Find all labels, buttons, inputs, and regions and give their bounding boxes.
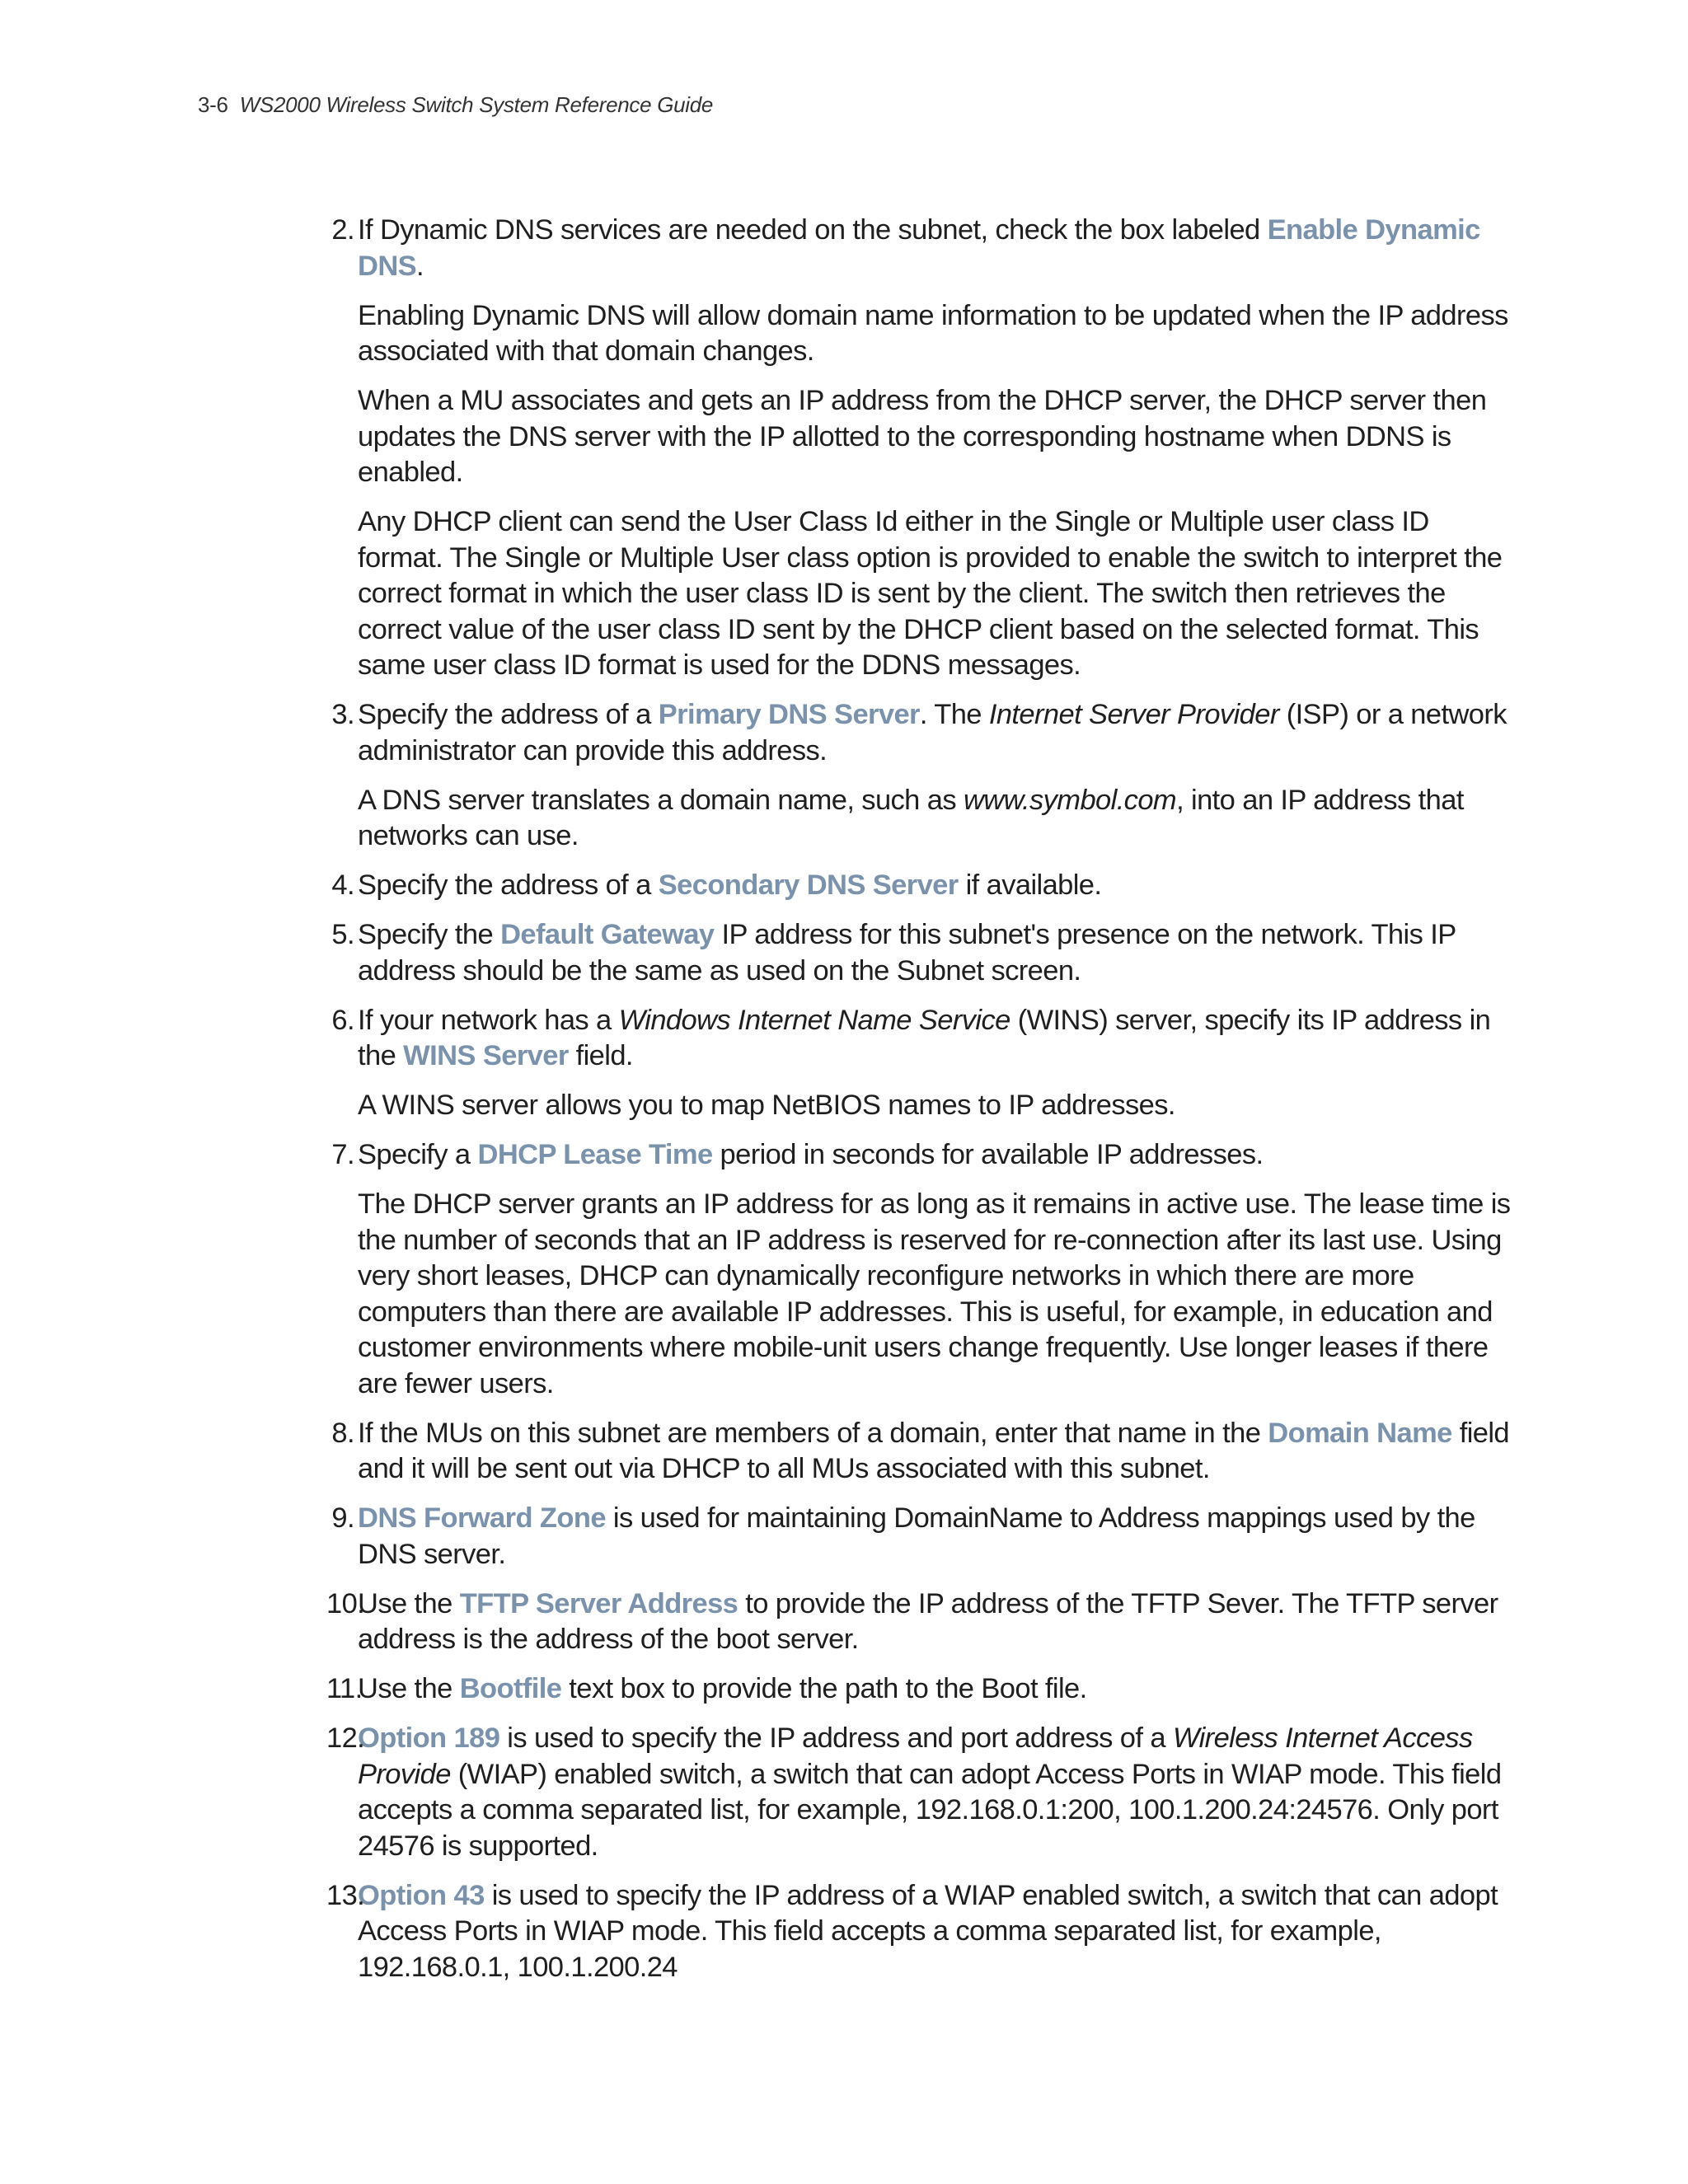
ui-term-wins-server: WINS Server: [403, 1040, 569, 1071]
step-text: If Dynamic DNS services are needed on the subnet, check the box labeled Enable Dynamic DNS.: [358, 214, 1480, 282]
step-text: Use the Bootfile text box to provide the path to the Boot file.: [358, 1673, 1087, 1704]
page-number: 3-6: [198, 92, 228, 117]
step-text: Specify the address of a Primary DNS Server. The Internet Server Provider (ISP) or a network administrator can provide this address.: [358, 699, 1507, 766]
step-text: Option 43 is used to specify the IP address of a WIAP enabled switch, a switch that can adopt Access Ports in WIAP mode. This field accepts a comma separated list, for example, 192.168.0.1, 100.1.200.24: [358, 1879, 1498, 1983]
step-8: [326, 1416, 1513, 1488]
step-number: 7.: [331, 1139, 354, 1170]
page-header: [198, 92, 713, 118]
step-text: Option 189 is used to specify the IP address and port address of a Wireless Internet Access Provide (WIAP) enabled switch, a switch that can adopt Access Ports in WIAP mode. This field accepts a comma separated list, for example, 192.168.0.1:200, 100.1.200.24:24576. Only port 24576 is supported.: [358, 1722, 1502, 1862]
ui-term-option-43: Option 43: [358, 1879, 485, 1911]
ui-term-dhcp-lease-time: DHCP Lease Time: [477, 1139, 713, 1170]
step-text: DNS Forward Zone is used for maintaining DomainName to Address mappings used by the DNS server.: [358, 1502, 1475, 1570]
step-number: 2.: [331, 214, 354, 246]
step-5: [326, 917, 1513, 989]
step-number: 10.: [326, 1587, 365, 1619]
step-6: [326, 1003, 1513, 1075]
step-4: [326, 868, 1513, 904]
ui-term-primary-dns-server: Primary DNS Server: [658, 699, 920, 730]
step-7: [326, 1137, 1513, 1174]
step-text: If the MUs on this subnet are members of a domain, enter that name in the Domain Name field and it will be sent out via DHCP to all MUs associated with this subnet.: [358, 1417, 1510, 1484]
guide-title: WS2000 Wireless Switch System Reference Guide: [239, 92, 714, 117]
step-number: 13.: [326, 1879, 365, 1911]
paragraph-user-class-id: Any DHCP client can send the User Class Id either in the Single or Multiple user class ID format. The Single or Multiple User class option is provided to enable the switch to interpret the correct format in which the user class ID is sent by the client. The switch then retrieves the correct value of the user class ID sent by the DHCP client based on the selected format. This same user class ID format is used for the DDNS messages.: [358, 506, 1503, 681]
step-number: 6.: [331, 1004, 354, 1036]
step-text: Specify the Default Gateway IP address for this subnet's presence on the network. This IP address should be the same as used on the Subnet screen.: [358, 919, 1456, 987]
step-number: 4.: [331, 869, 354, 901]
step-number: 9.: [331, 1502, 354, 1534]
step-text: Specify the address of a Secondary DNS Server if available.: [358, 869, 1102, 901]
ui-term-dns-forward-zone: DNS Forward Zone: [358, 1502, 606, 1534]
step-2: [326, 213, 1513, 284]
ui-term-enable-dynamic-dns: Enable Dynamic DNS: [358, 214, 1480, 282]
step-number: 11.: [326, 1673, 363, 1704]
step-13: [326, 1878, 1513, 1986]
ui-term-tftp-server-address: TFTP Server Address: [459, 1587, 738, 1619]
step-10: [326, 1586, 1513, 1658]
ui-term-secondary-dns-server: Secondary DNS Server: [658, 869, 959, 901]
paragraph-dns-server: A DNS server translates a domain name, such as www.symbol.com, into an IP address that networks can use.: [358, 784, 1464, 851]
step-9: [326, 1501, 1513, 1572]
paragraph-lease-time: The DHCP server grants an IP address for as long as it remains in active use. The lease time is the number of seconds that an IP address is reserved for re-connection after its last use. Using very short leases, DHCP can dynamically reconfigure networks in which there are more computers than there are available IP addresses. This is useful, for example, in education and customer environments where mobile-unit users change frequently. Use longer leases if there are fewer users.: [358, 1188, 1511, 1399]
step-number: 5.: [331, 919, 354, 950]
step-text: Specify a DHCP Lease Time period in seconds for available IP addresses.: [358, 1139, 1264, 1170]
ui-term-domain-name: Domain Name: [1268, 1417, 1452, 1449]
ui-term-default-gateway: Default Gateway: [500, 919, 715, 950]
step-number: 3.: [331, 699, 354, 730]
paragraph-wins: A WINS server allows you to map NetBIOS names to IP addresses.: [358, 1090, 1175, 1121]
ui-term-bootfile: Bootfile: [459, 1673, 562, 1704]
paragraph-ddns-update: When a MU associates and gets an IP address from the DHCP server, the DHCP server then updates the DNS server with the IP allotted to the corresponding hostname when DDNS is enabled.: [358, 385, 1487, 488]
step-text: If your network has a Windows Internet Name Service (WINS) server, specify its IP address in the WINS Server field.: [358, 1004, 1491, 1071]
step-text: Use the TFTP Server Address to provide the IP address of the TFTP Sever. The TFTP server address is the address of the boot server.: [358, 1587, 1498, 1655]
procedure-content: [326, 213, 1513, 1999]
step-12: [326, 1721, 1513, 1864]
step-11: [326, 1671, 1513, 1708]
step-number: 12.: [326, 1722, 365, 1754]
step-3: [326, 697, 1513, 769]
example-domain: www.symbol.com: [963, 784, 1177, 816]
ui-term-option-189: Option 189: [358, 1722, 500, 1754]
step-number: 8.: [331, 1417, 354, 1449]
paragraph-ddns-purpose: Enabling Dynamic DNS will allow domain name information to be updated when the IP address associated with that domain changes.: [358, 299, 1508, 367]
